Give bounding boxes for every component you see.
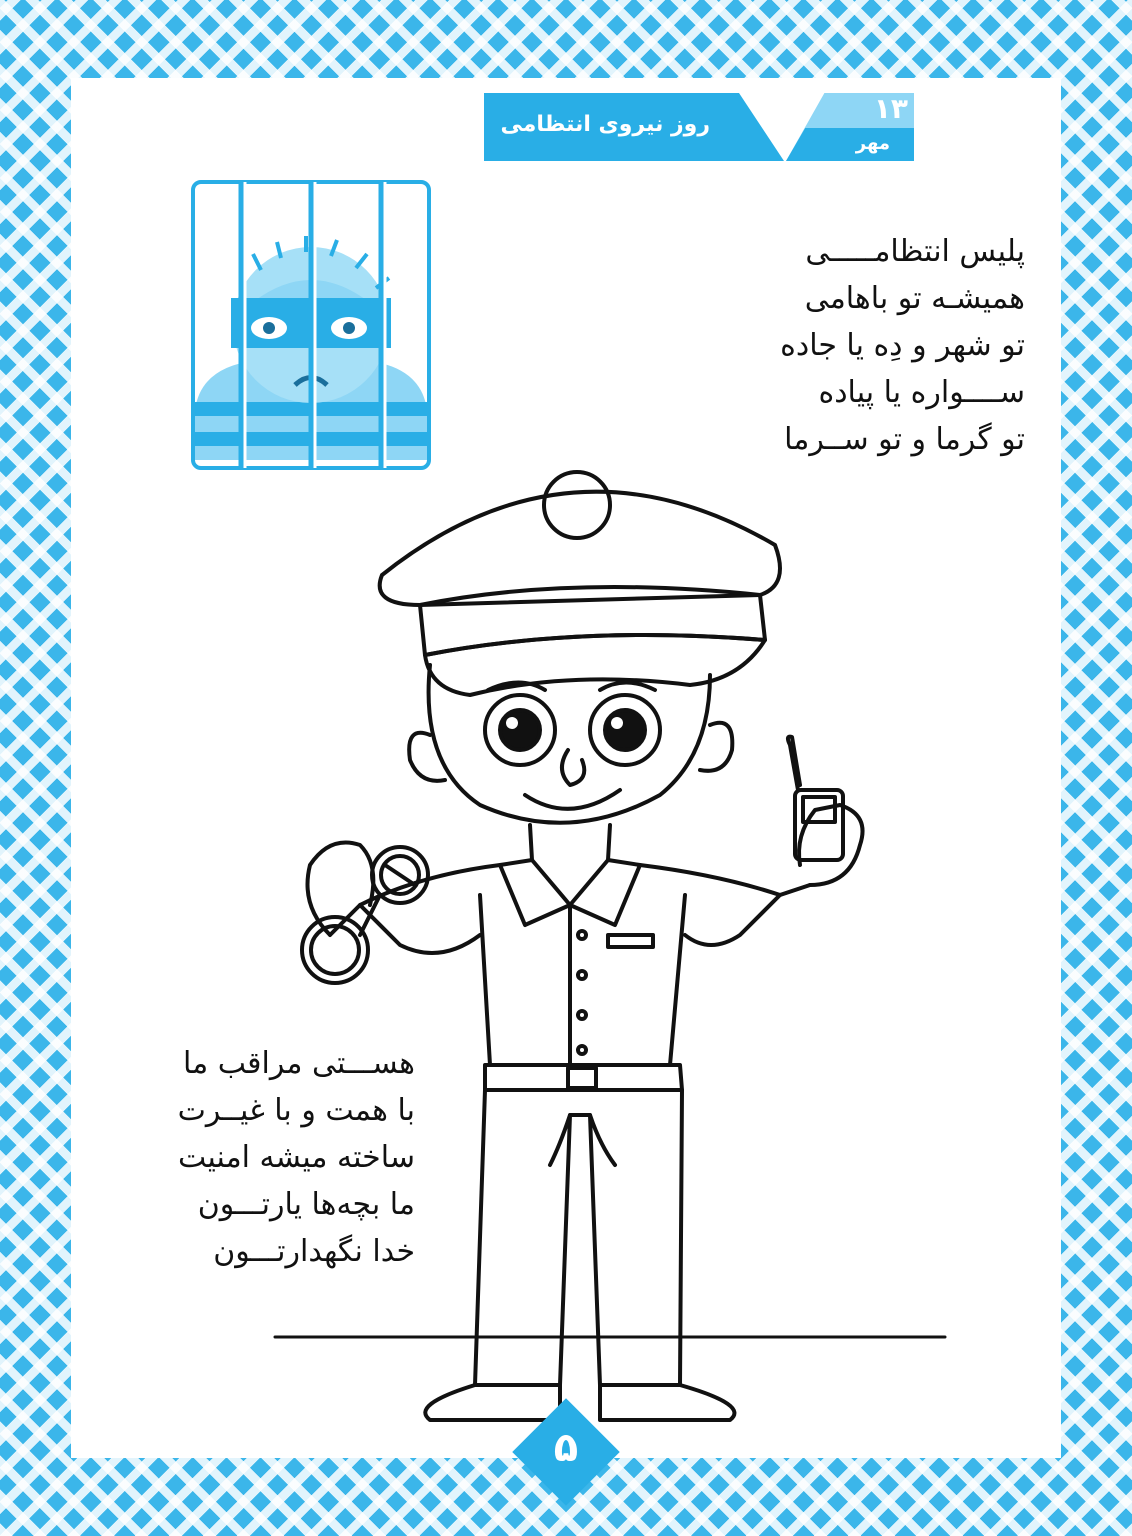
poem-line: پلیس انتظامـــــی	[805, 234, 1025, 269]
date-day: ۱۳	[873, 92, 908, 125]
prisoner-behind-bars-illustration	[191, 180, 431, 470]
poem-line: ما بچه‌ها یارتـــون	[197, 1187, 415, 1222]
poem-line: ســــواره یا پیاده	[818, 375, 1025, 410]
header-title: روز نیروی انتظامی	[500, 112, 710, 137]
poem-line: خدا نگهدارتـــون	[213, 1234, 415, 1269]
poem-line: تو گرما و تو ســرما	[784, 422, 1025, 457]
poem-line: ساخته میشه امنیت	[178, 1140, 415, 1175]
poem-line: تو شهر و دِه یا جاده	[780, 328, 1025, 363]
poem-top	[720, 228, 1025, 463]
page-number: ۵	[553, 1425, 579, 1471]
poem-line: با همت و با غیــرت	[177, 1093, 415, 1128]
policeman-coloring-illustration	[270, 465, 950, 1425]
date-month: مهر	[855, 133, 890, 154]
poem-bottom	[110, 1040, 415, 1275]
poem-line: هســـتی مراقب ما	[182, 1046, 415, 1081]
poem-line: همیشـه تو باهامی	[804, 281, 1025, 316]
